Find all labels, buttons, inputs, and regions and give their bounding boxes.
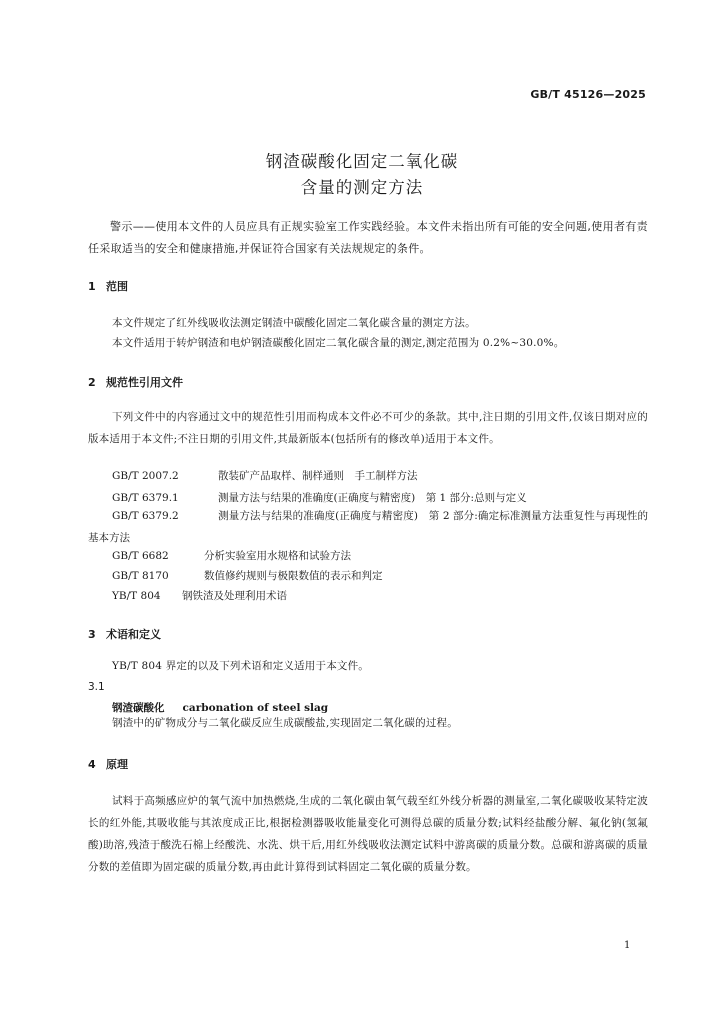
section-title: 原理: [106, 758, 128, 771]
section-title: 范围: [106, 280, 128, 293]
page-number: 1: [624, 940, 631, 951]
warning-notice: 警示——使用本文件的人员应具有正规实验室工作实践经验。本文件未指出所有可能的安全问题,使用者有责任采取适当的安全和健康措施,并保证符合国家有关法规规定的条件。: [88, 220, 648, 255]
reference-title: 数值修约规则与极限数值的表示和判定: [204, 570, 383, 582]
reference-item: [112, 548, 351, 563]
references-intro: 下列文件中的内容通过文中的规范性引用而构成本文件必不可少的条款。其中,注日期的引用文件,仅该日期对应的版本适用于本文件;不注日期的引用文件,其最新版本(包括所有的修改单)适用于本文件。: [88, 411, 648, 445]
reference-code: YB/T 804: [112, 590, 161, 602]
term-chinese: 钢渣碳酸化: [112, 702, 165, 714]
section-heading-principle: [88, 756, 128, 772]
reference-code: GB/T 6682: [112, 550, 169, 562]
reference-item: [112, 568, 383, 583]
section-number: 2: [88, 376, 96, 389]
term-english: carbonation of steel slag: [182, 702, 329, 714]
section-number: 3: [88, 628, 96, 641]
terms-intro: YB/T 804 界定的以及下列术语和定义适用于本文件。: [112, 660, 370, 672]
section-heading-scope: [88, 278, 128, 294]
section-heading-normative-references: [88, 374, 183, 390]
section-title: 术语和定义: [106, 628, 161, 641]
section-number: 4: [88, 758, 96, 771]
term-number: 3.1: [88, 681, 105, 693]
principle-paragraph: 试料于高频感应炉的氧气流中加热燃烧,生成的二氧化碳由氧气载至红外线分析器的测量室,二氧化碳吸收某特定波长的红外能,其吸收能与其浓度成正比,根据检测器吸收能量变化可测得总碳的质量分数;试料经盐酸分解、氟化钠(氢氟酸)助溶,残渣于酸洗石棉上经酸洗、水洗、烘干后,用红外线吸收法测定试料中游离碳的质量分数。总碳和游离碳的质量分数的差值即为固定碳的质量分数,再由此计算得到试料固定二氧化碳的质量分数。: [88, 795, 648, 873]
section-title: 规范性引用文件: [106, 376, 183, 389]
reference-code: GB/T 8170: [112, 570, 169, 582]
reference-item: [112, 468, 418, 483]
reference-title: 散装矿产品取样、制样通则 手工制样方法: [218, 470, 418, 482]
reference-title: 分析实验室用水规格和试验方法: [204, 550, 351, 562]
reference-title: 钢铁渣及处理利用术语: [182, 590, 287, 602]
scope-paragraph-1: 本文件规定了红外线吸收法测定钢渣中碳酸化固定二氧化碳含量的测定方法。: [112, 317, 476, 329]
section-number: 1: [88, 280, 96, 293]
term-definition: 钢渣中的矿物成分与二氧化碳反应生成碳酸盐,实现固定二氧化碳的过程。: [112, 717, 458, 729]
reference-code: GB/T 2007.2: [112, 470, 179, 482]
reference-title: 测量方法与结果的准确度(正确度与精密度) 第 2 部分:确定标准测量方法重复性与再现性的基本方法: [88, 510, 648, 544]
reference-code: GB/T 6379.2: [112, 510, 179, 522]
scope-paragraph-2: 本文件适用于转炉钢渣和电炉钢渣碳酸化固定二氧化碳含量的测定,测定范围为 0.2%~30.0%。: [112, 337, 565, 349]
document-title-line1: 钢渣碳酸化固定二氧化碳: [265, 152, 459, 171]
reference-item: [112, 588, 287, 603]
reference-code: GB/T 6379.1: [112, 492, 179, 504]
reference-item: [88, 505, 648, 549]
document-title-line2: 含量的测定方法: [300, 178, 424, 197]
reference-title: 测量方法与结果的准确度(正确度与精密度) 第 1 部分:总则与定义: [218, 492, 527, 504]
section-heading-terms: [88, 626, 161, 642]
reference-item: [112, 490, 527, 505]
standard-number: GB/T 45126—2025: [530, 88, 646, 101]
